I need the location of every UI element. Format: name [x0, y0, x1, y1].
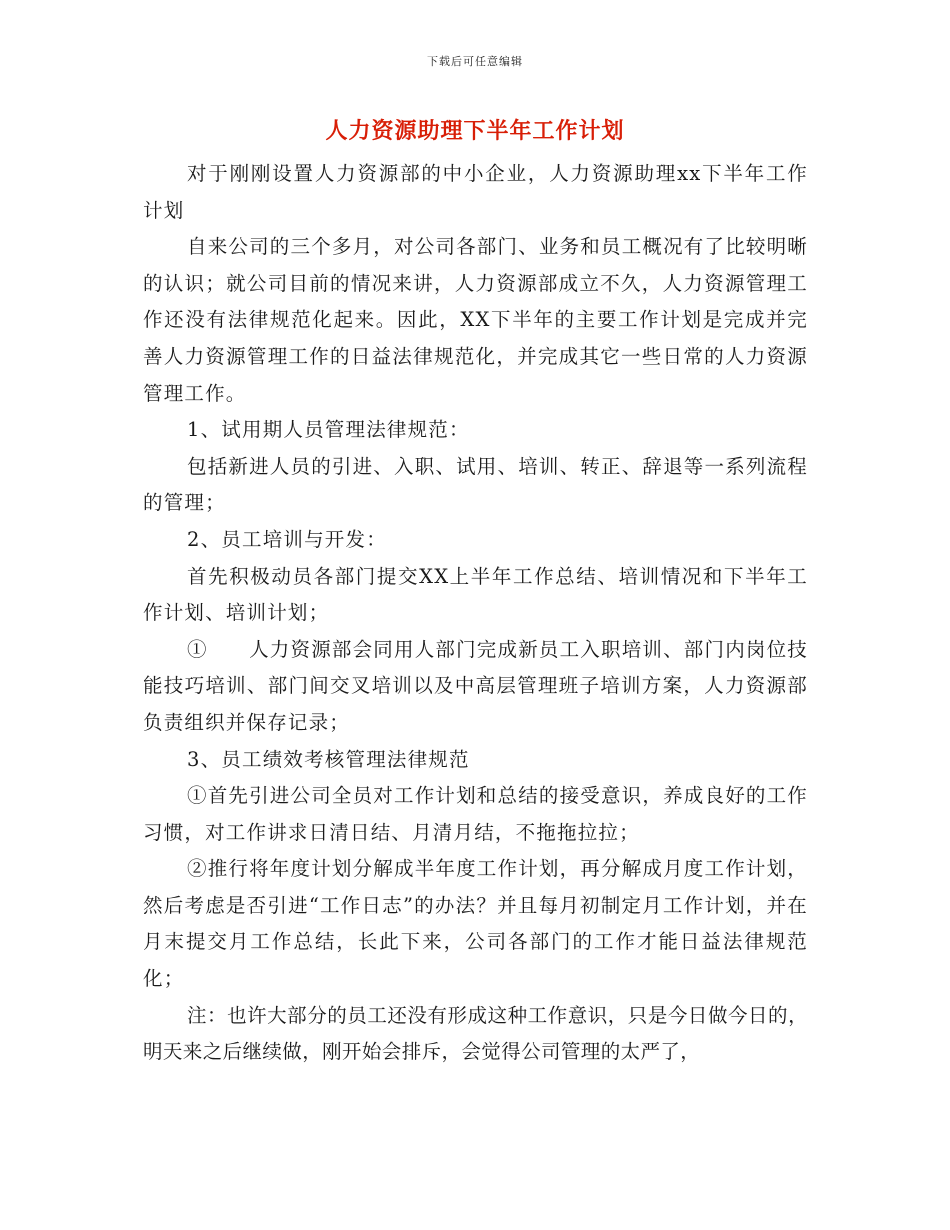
- document-body: [143, 156, 808, 1071]
- paragraph-overview: 自来公司的三个多月，对公司各部门、业务和员工概况有了比较明晰的认识；就公司目前的情况来讲，人力资源部成立不久，人力资源管理工作还没有法律规范化起来。因此，XX下半年的主要工作计划是完成并完善人力资源管理工作的日益法律规范化，并完成其它一些日常的人力资源管理工作。: [143, 235, 809, 405]
- paragraph-performance-item-2: ②推行将年度计划分解成半年度工作计划，再分解成月度工作计划，然后考虑是否引进“工作日志”的办法？并且每月初制定月工作计划，并在月末提交月工作总结，长此下来，公司各部门的工作才能日益法律规范化；: [143, 857, 809, 991]
- section-heading-probation: 1、试用期人员管理法律规范：: [187, 418, 470, 442]
- header-note: 下载后可任意编辑: [427, 55, 523, 68]
- paragraph-probation: 包括新进人员的引进、入职、试用、培训、转正、辞退等一系列流程的管理；: [143, 454, 809, 515]
- paragraph-training: 首先积极动员各部门提交XX上半年工作总结、培训情况和下半年工作计划、培训计划；: [143, 564, 808, 625]
- paragraph-training-item-1: ① 人力资源部会同用人部门完成新员工入职培训、部门内岗位技能技巧培训、部门间交叉培训以及中高层管理班子培训方案，人力资源部负责组织并保存记录；: [143, 637, 809, 734]
- section-heading-training: 2、员工培训与开发：: [187, 527, 387, 551]
- paragraph-note: 注：也许大部分的员工还没有形成这种工作意识，只是今日做今日的，明天来之后继续做，刚开始会排斥，会觉得公司管理的太严了，: [143, 1003, 808, 1064]
- paragraph-performance-item-1: ①首先引进公司全员对工作计划和总结的接受意识，养成良好的工作习惯，对工作讲求日清日结、月清月结，不拖拖拉拉；: [143, 784, 809, 844]
- section-heading-performance: 3、员工绩效考核管理法律规范: [187, 747, 470, 771]
- document-title: 人力资源助理下半年工作计划: [325, 118, 625, 144]
- paragraph-intro: 对于刚刚设置人力资源部的中小企业，人力资源助理xx下半年工作计划: [143, 162, 808, 222]
